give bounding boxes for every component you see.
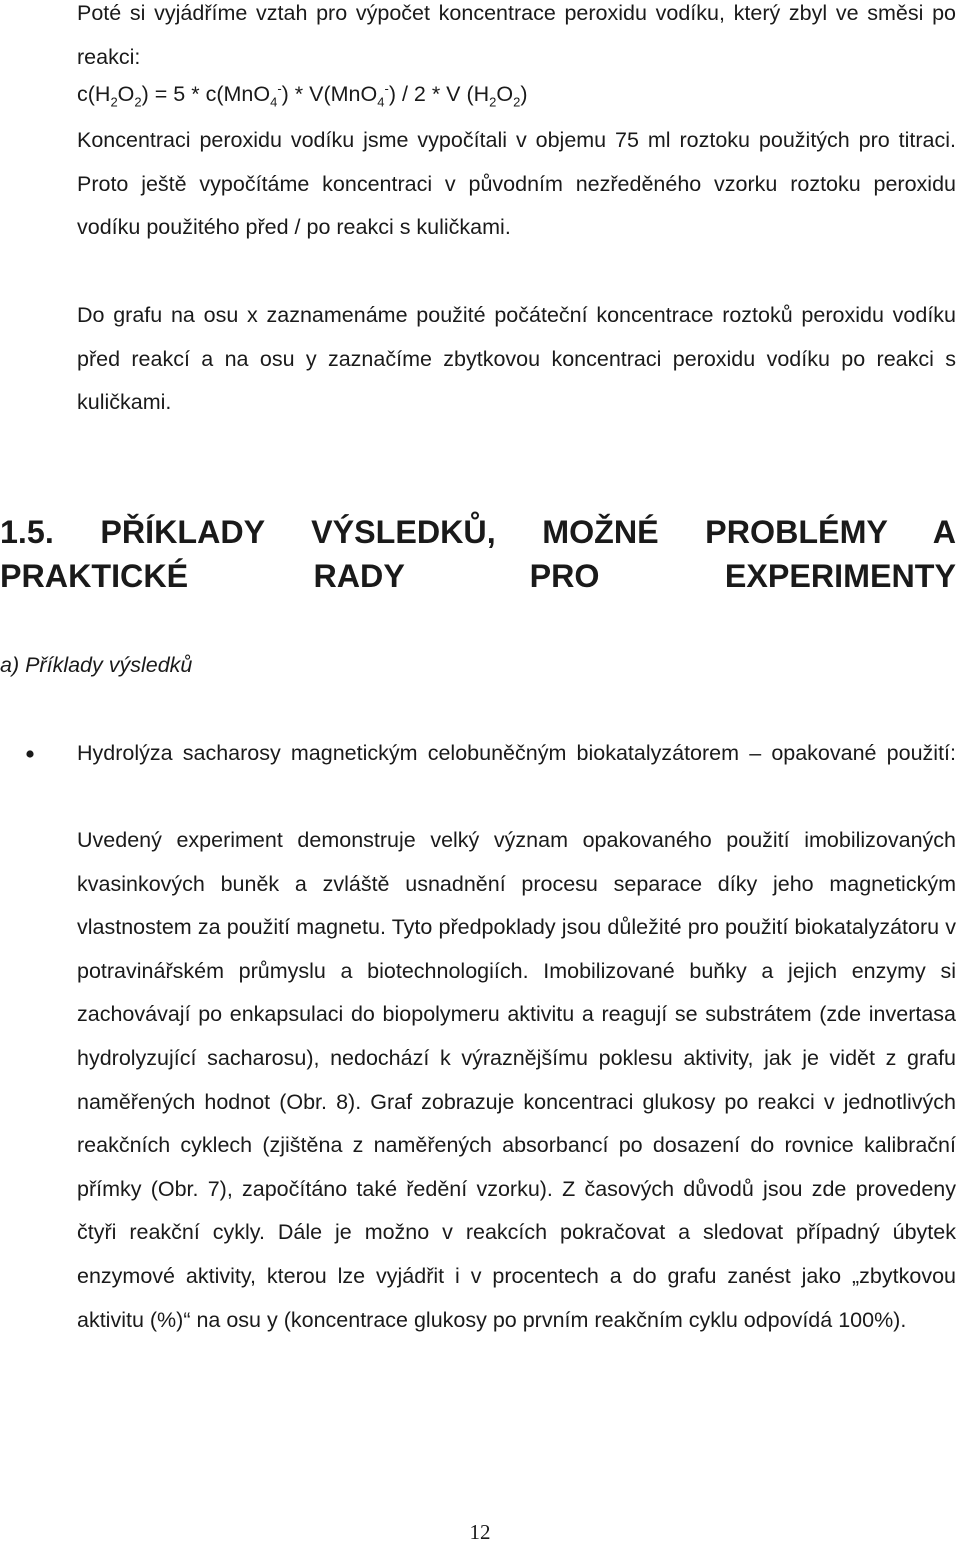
formula-part: ) = 5 * c(MnO — [141, 82, 271, 106]
formula-subscript: 4 — [377, 94, 385, 110]
intro-paragraph: Poté si vyjádříme vztah pro výpočet koncentrace peroxidu vodíku, který zbyl ve směsi po reakci: — [77, 1, 956, 69]
titration-paragraph: Koncentraci peroxidu vodíku jsme vypočítali v objemu 75 ml roztoku použitých pro titraci. Proto ještě vypočítáme koncentraci v původním nezředěného vzorku roztoku peroxidu vodíku použitého před / po reakci s kuličkami. — [77, 128, 956, 240]
bullet-item-text: Hydrolýza sacharosy magnetickým celobuněčným biokatalyzátorem – opakované použití: — [77, 741, 956, 765]
formula-subscript: 4 — [270, 94, 278, 110]
graph-paragraph: Do grafu na osu x zaznamenáme použité počáteční koncentrace roztoků peroxidu vodíku před reakcí a na osu y zaznačíme zbytkovou koncentraci peroxidu vodíku po reakci s kuličkami. — [77, 303, 956, 415]
formula-subscript: 2 — [110, 94, 118, 110]
formula-subscript: 2 — [489, 94, 497, 110]
peroxide-concentration-formula — [77, 73, 528, 117]
formula-part: O — [496, 82, 514, 106]
formula-superscript: - — [384, 80, 389, 96]
formula-part: c(H — [77, 82, 111, 106]
formula-subscript: 2 — [134, 94, 142, 110]
formula-subscript: 2 — [513, 94, 521, 110]
body-paragraph: Uvedený experiment demonstruje velký význam opakovaného použití imobilizovaných kvasinkových buněk a zvláště usnadnění procesu separace díky jeho magnetickým vlastnostem za použití magnetu. Tyto předpoklady jsou důležité pro použití biokatalyzátoru v potravinářském průmyslu a biotechnologiích. Imobilizované buňky a jejich enzymy si zachovávají po enkapsulaci do biopolymeru aktivitu a reagují se substrátem (zde invertasa hydrolyzující sacharosu), nedochází k výraznějšímu poklesu aktivity, jak je vidět z grafu naměřených hodnot (Obr. 8). Graf zobrazuje koncentraci glukosy po reakci v jednotlivých reakčních cyklech (zjištěna z naměřených absorbancí po dosazení do rovnice kalibrační přímky (Obr. 7), započítáno také ředění vzorku). Z časových důvodů jsou zde provedeny čtyři reakční cykly. Dále je možno v reakcích pokračovat a sledovat případný úbytek enzymové aktivity, kterou lze vyjádřit i v procentech a do grafu zanést jako „zbytkovou aktivitu (%)“ na osu y (koncentrace glukosy po prvním reakčním cyklu odpovídá 100%). — [77, 828, 956, 1332]
results-subheading: a) Příklady výsledků — [0, 653, 193, 677]
formula-part: ) * V(MnO — [281, 82, 378, 106]
section-heading: 1.5. PŘÍKLADY VÝSLEDKŮ, MOŽNÉ PROBLÉMY A PRAKTICKÉ RADY PRO EXPERIMENTY — [0, 514, 956, 594]
formula-superscript: - — [277, 80, 282, 96]
formula-part: O — [117, 82, 135, 106]
formula-part: ) / 2 * V (H — [388, 82, 490, 106]
bullet-icon — [23, 747, 37, 761]
page-number: 12 — [469, 1520, 491, 1544]
formula-part: ) — [520, 82, 528, 106]
